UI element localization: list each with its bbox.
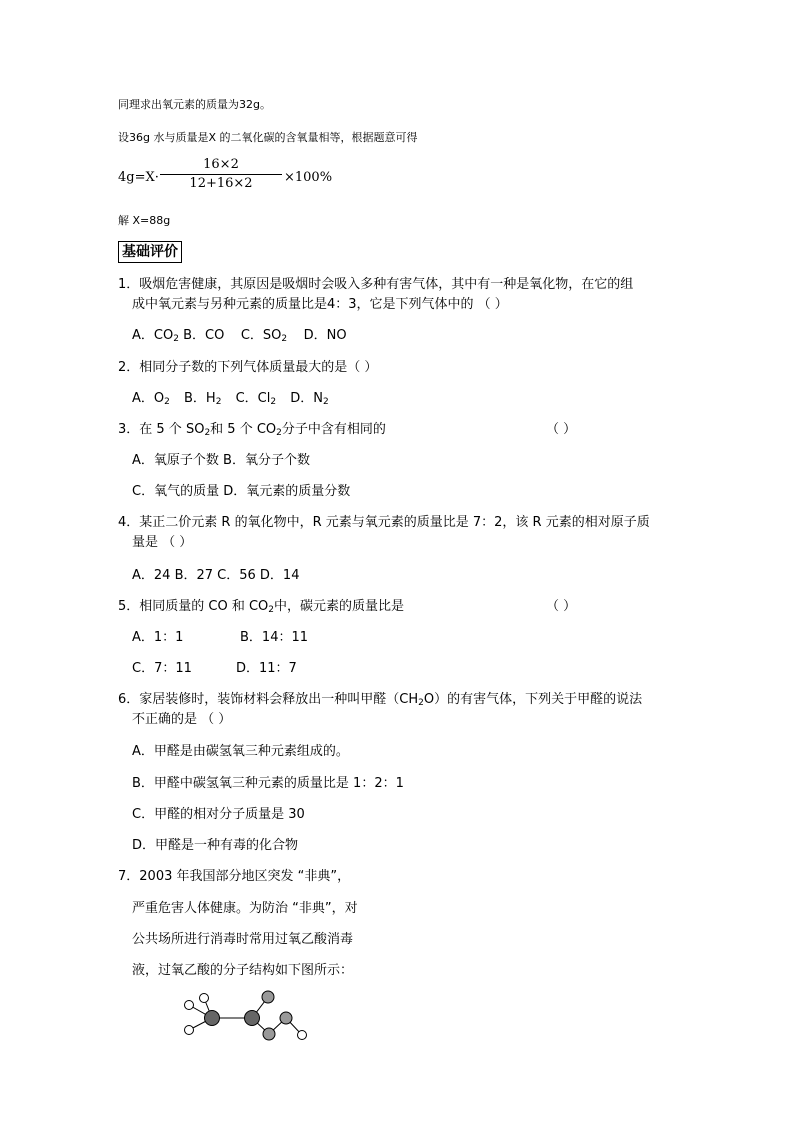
q2-line: 2．相同分子数的下列气体质量最大的是（ ） xyxy=(118,360,378,375)
q2-option-d: D．$N_2$ xyxy=(290,391,329,407)
q7-line1: 7．2003 年我国部分地区突发 “非典”， xyxy=(118,869,351,884)
q7-line3: 公共场所进行消毒时常用过氧乙酸消毒 xyxy=(132,932,354,947)
hydrogen-atom xyxy=(185,1026,194,1035)
solution-line: 解 X=88g xyxy=(118,214,171,227)
q4-line1: 4．某正二价元素 R 的氧化物中，R 元素与氧元素的质量比是 7：2，该 R 元素的相对原子质 xyxy=(118,515,650,530)
hydrogen-atom xyxy=(298,1031,307,1040)
oxygen-atom xyxy=(280,1012,292,1024)
q5-option-a: A．1：1 xyxy=(132,630,184,645)
hydrogen-atom xyxy=(200,994,209,1003)
q1-option-a: A．$CO_2$ xyxy=(132,328,179,344)
q6-option-b: B．甲醛中碳氢氧三种元素的质量比是 1：2：1 xyxy=(132,776,404,791)
q5-answer-bracket: （ ） xyxy=(546,599,577,614)
q6-option-d: D．甲醛是一种有毒的化合物 xyxy=(132,838,299,853)
formula-fraction xyxy=(160,156,282,193)
q3-line: 3．在 5 个 $SO_2$和 5 个 $CO_2$分子中含有相同的 xyxy=(118,422,386,438)
q3-answer-bracket: （ ） xyxy=(546,422,577,437)
q3-options-row2: C．氧气的质量 D．氧元素的质量分数 xyxy=(132,484,351,499)
q1-line1: 1．吸烟危害健康，其原因是吸烟时会吸入多种有害气体，其中有一种是氧化物，在它的组 xyxy=(118,277,634,292)
q5-option-b: B．14：11 xyxy=(240,630,309,645)
fraction-denominator: 12+16×2 xyxy=(189,176,253,191)
formula-suffix: ×100% xyxy=(284,170,333,185)
q7-line4: 液，过氧乙酸的分子结构如下图所示： xyxy=(132,963,354,978)
q5-line: 5．相同质量的 CO 和 $CO_2$中，碳元素的质量比是 xyxy=(118,599,405,615)
q2-option-c: C．$Cl_2$ xyxy=(235,391,277,407)
intro-line-oxygen-mass: 同理求出氧元素的质量为32g。 xyxy=(118,98,271,111)
q2-option-a: A．$O_2$ xyxy=(132,391,170,407)
q5-option-c: C．7：11 xyxy=(132,661,192,676)
q5-options-row2 xyxy=(132,661,297,677)
q1-options xyxy=(132,328,347,344)
intro-line-setup: 设36g 水与质量是X 的二氧化碳的含氧量相等，根据题意可得 xyxy=(118,131,418,144)
q1-option-b: B．CO xyxy=(183,328,225,343)
q1-line2: 成中氧元素与另种元素的质量比是4：3，它是下列气体中的 （ ） xyxy=(132,297,508,312)
q6-option-c: C．甲醛的相对分子质量是 30 xyxy=(132,807,305,822)
carbon-atom xyxy=(245,1011,260,1026)
q5-options-row1 xyxy=(132,630,308,646)
q5-option-d: D．11：7 xyxy=(236,661,297,676)
q4-line2: 量是 （ ） xyxy=(132,535,193,550)
q6-line2: 不正确的是 （ ） xyxy=(132,712,232,727)
q2-options xyxy=(132,391,339,407)
q6-option-a: A．甲醛是由碳氢氧三种元素组成的。 xyxy=(132,744,349,759)
section-title: 基础评价 xyxy=(118,241,182,263)
fraction-numerator: 16×2 xyxy=(203,157,239,172)
oxygen-atom xyxy=(263,1028,275,1040)
q4-options: A．24 B．27 C．56 D．14 xyxy=(132,568,300,583)
formula-prefix: 4g=X· xyxy=(118,170,159,185)
oxygen-atom xyxy=(262,991,274,1003)
q7-line2: 严重危害人体健康。为防治 “非典”，对 xyxy=(132,901,358,916)
hydrogen-atom xyxy=(185,1001,194,1010)
q2-option-b: B．$H_2$ xyxy=(184,391,222,407)
q6-line1: 6．家居装修时，装饰材料会释放出一种叫甲醛$(CH_2O)$的有害气体，下列关于甲醛的说法 xyxy=(118,692,643,708)
q1-option-d: D．NO xyxy=(303,328,347,343)
carbon-atom xyxy=(205,1011,220,1026)
peracetic-acid-molecule xyxy=(180,988,320,1048)
q1-option-c: C．$SO_2$ xyxy=(240,328,288,344)
q3-options-row1: A．氧原子个数 B．氧分子个数 xyxy=(132,453,310,468)
